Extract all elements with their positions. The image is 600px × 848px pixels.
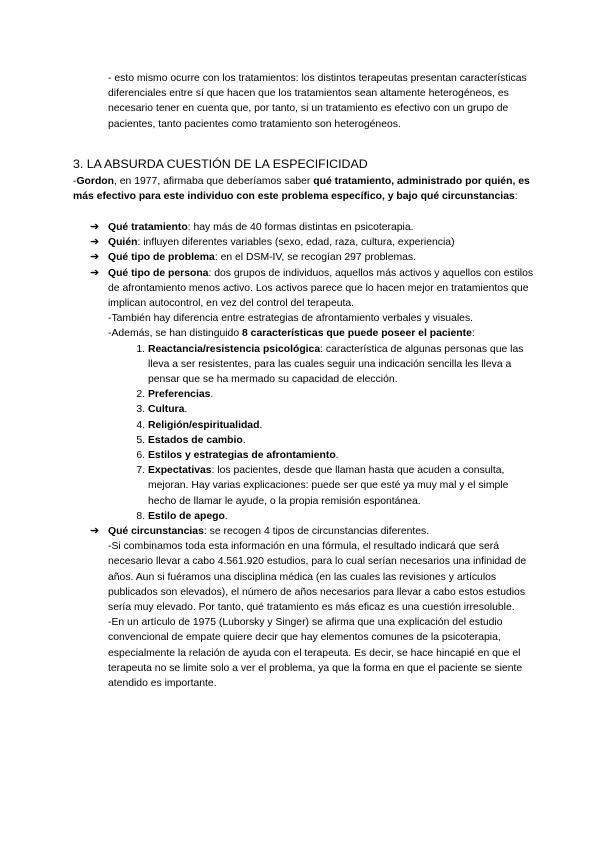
list-item-problema — [90, 250, 535, 265]
intro-paragraph: - esto mismo ocurre con los tratamientos: los distintos terapeutas presentan características diferenciales entre sí que hacen que los tratamientos sean altamente heterogéneos, es necesario tener en cuenta que, por tanto, si un tratamiento es efectivo con un grupo de pacientes, tanto pacientes como tratamiento son heterogéneos. — [108, 73, 527, 130]
characteristic-item — [136, 418, 535, 433]
gordon-prefix: - — [73, 176, 77, 187]
characteristic-item — [136, 402, 535, 417]
gordon-name: Gordon — [76, 176, 114, 187]
characteristic-term: Reactancia/resistencia psicológica — [148, 343, 321, 355]
item-text: : dos grupos de individuos, aquellos más activos y aquellos con estilos de afrontamiento menos activo. Los activos parece que lo hacen mejor en tratamientos que implican autocontrol, en vez del control del terapeuta. — [108, 267, 534, 310]
characteristic-term: Preferencias — [148, 389, 211, 401]
item-number: 8. — [136, 510, 145, 522]
characteristic-term: Estilo de apego — [148, 510, 225, 522]
characteristic-item — [136, 463, 535, 509]
characteristic-text: : los pacientes, desde que llaman hasta que acuden a consulta, mejoran. Hay varias explicaciones: puede ser que esté ya muy mal y el simple hecho de llamar le ayude, o la propia remisión espontánea. — [148, 465, 509, 507]
item-number: 6. — [136, 450, 145, 462]
characteristic-item — [136, 509, 535, 524]
arrow-icon: ➔ — [90, 221, 100, 233]
list-item-circunstancias — [90, 524, 535, 691]
list-item-persona — [90, 266, 535, 524]
section-heading: 3. LA ABSURDA CUESTIÓN DE LA ESPECIFICIDAD — [73, 157, 368, 171]
list-item-tratamiento — [90, 220, 535, 235]
item-term: Qué tratamiento — [108, 222, 188, 233]
arrow-icon: ➔ — [90, 236, 100, 249]
list-item-quien — [90, 235, 535, 250]
arrow-icon: ➔ — [90, 251, 100, 264]
item-text: : se recogen 4 tipos de circunstancias diferentes. — [203, 526, 430, 538]
item-term: Qué circunstancias — [108, 526, 204, 538]
item-number: 7. — [136, 465, 145, 477]
item-term: Quién — [108, 237, 138, 249]
item-number: 3. — [136, 404, 145, 416]
characteristic-item — [136, 387, 535, 402]
characteristic-text: . — [184, 404, 188, 416]
formula-paragraph: -Si combinamos toda esta información en una fórmula, el resultado indicará que será necesario llevar a cabo 4.561.920 estudios, para lo cual serían necesarios una infinidad de años. Aun si fuéramos una disciplina médica (en las cuales las revisiones y artículos publicados son elevados), el número de años necesarios para llevar a cabo estos estudios sería muy elevado. Por tanto, qué tratamiento es más eficaz es una cuestión irresoluble. — [108, 541, 527, 614]
characteristic-text: . — [259, 419, 263, 431]
gordon-end: : — [514, 191, 518, 203]
note-pre: -Además, se han distinguido — [108, 328, 243, 340]
item-number: 2. — [136, 389, 145, 401]
gordon-paragraph — [73, 174, 533, 204]
characteristic-term: Cultura — [148, 404, 185, 416]
characteristic-item — [136, 433, 535, 448]
luborsky-paragraph: -En un artículo de 1975 (Luborsky y Singer) se afirma que una explicación del estudio convencional de empate quiere decir que hay elementos comunes de la psicoterapia, especialmente la relación de ayuda con el terapeuta. Es decir, se hace hincapié en que el terapeuta no se limite solo a ver el problema, ya que la forma en que el paciente se siente atendido es importante. — [108, 617, 523, 690]
item-term: Qué tipo de problema — [108, 252, 215, 264]
characteristic-text: . — [335, 450, 339, 462]
note-bold: 8 características que puede poseer el paciente — [242, 328, 472, 340]
characteristic-term: Estados de cambio — [148, 434, 243, 446]
item-number: 1. — [136, 343, 145, 355]
characteristic-term: Estilos y estrategias de afrontamiento — [148, 450, 336, 462]
characteristic-text: : característica de algunas personas que las lleva a ser resistentes, para las cuales seguir una indicación sencilla les lleva a pensar que se ha mermado su capacidad de elección. — [148, 343, 524, 386]
item-number: 5. — [136, 434, 145, 446]
gordon-middle: , en 1977, afirmaba que deberíamos saber — [113, 176, 314, 187]
characteristic-item — [136, 342, 535, 388]
item-text: : influyen diferentes variables (sexo, edad, raza, cultura, experiencia) — [137, 237, 455, 249]
persona-note-verbal: -También hay diferencia entre estrategias de afrontamiento verbales y visuales. — [108, 313, 474, 325]
item-number: 4. — [136, 419, 145, 431]
characteristic-term: Expectativas — [148, 465, 212, 477]
characteristic-item — [136, 448, 535, 463]
persona-note-characteristics — [108, 326, 535, 341]
characteristic-text: . — [210, 389, 214, 401]
item-text: : en el DSM-IV, se recogían 297 problemas. — [214, 252, 416, 264]
gordon-question: qué tratamiento, administrado por quién, es más efectivo para este individuo con este problema específico, y bajo qué circunstancias — [73, 176, 530, 203]
question-list — [90, 220, 535, 691]
arrow-icon: ➔ — [90, 525, 100, 538]
characteristic-text: . — [242, 434, 246, 446]
note-end: : — [471, 328, 475, 340]
characteristic-text: . — [224, 510, 228, 522]
characteristic-term: Religión/espiritualidad — [148, 419, 260, 431]
item-text: : hay más de 40 formas distintas en psicoterapia. — [187, 222, 414, 233]
arrow-icon: ➔ — [90, 266, 100, 279]
item-term: Qué tipo de persona — [108, 267, 209, 279]
characteristics-list — [108, 342, 535, 524]
